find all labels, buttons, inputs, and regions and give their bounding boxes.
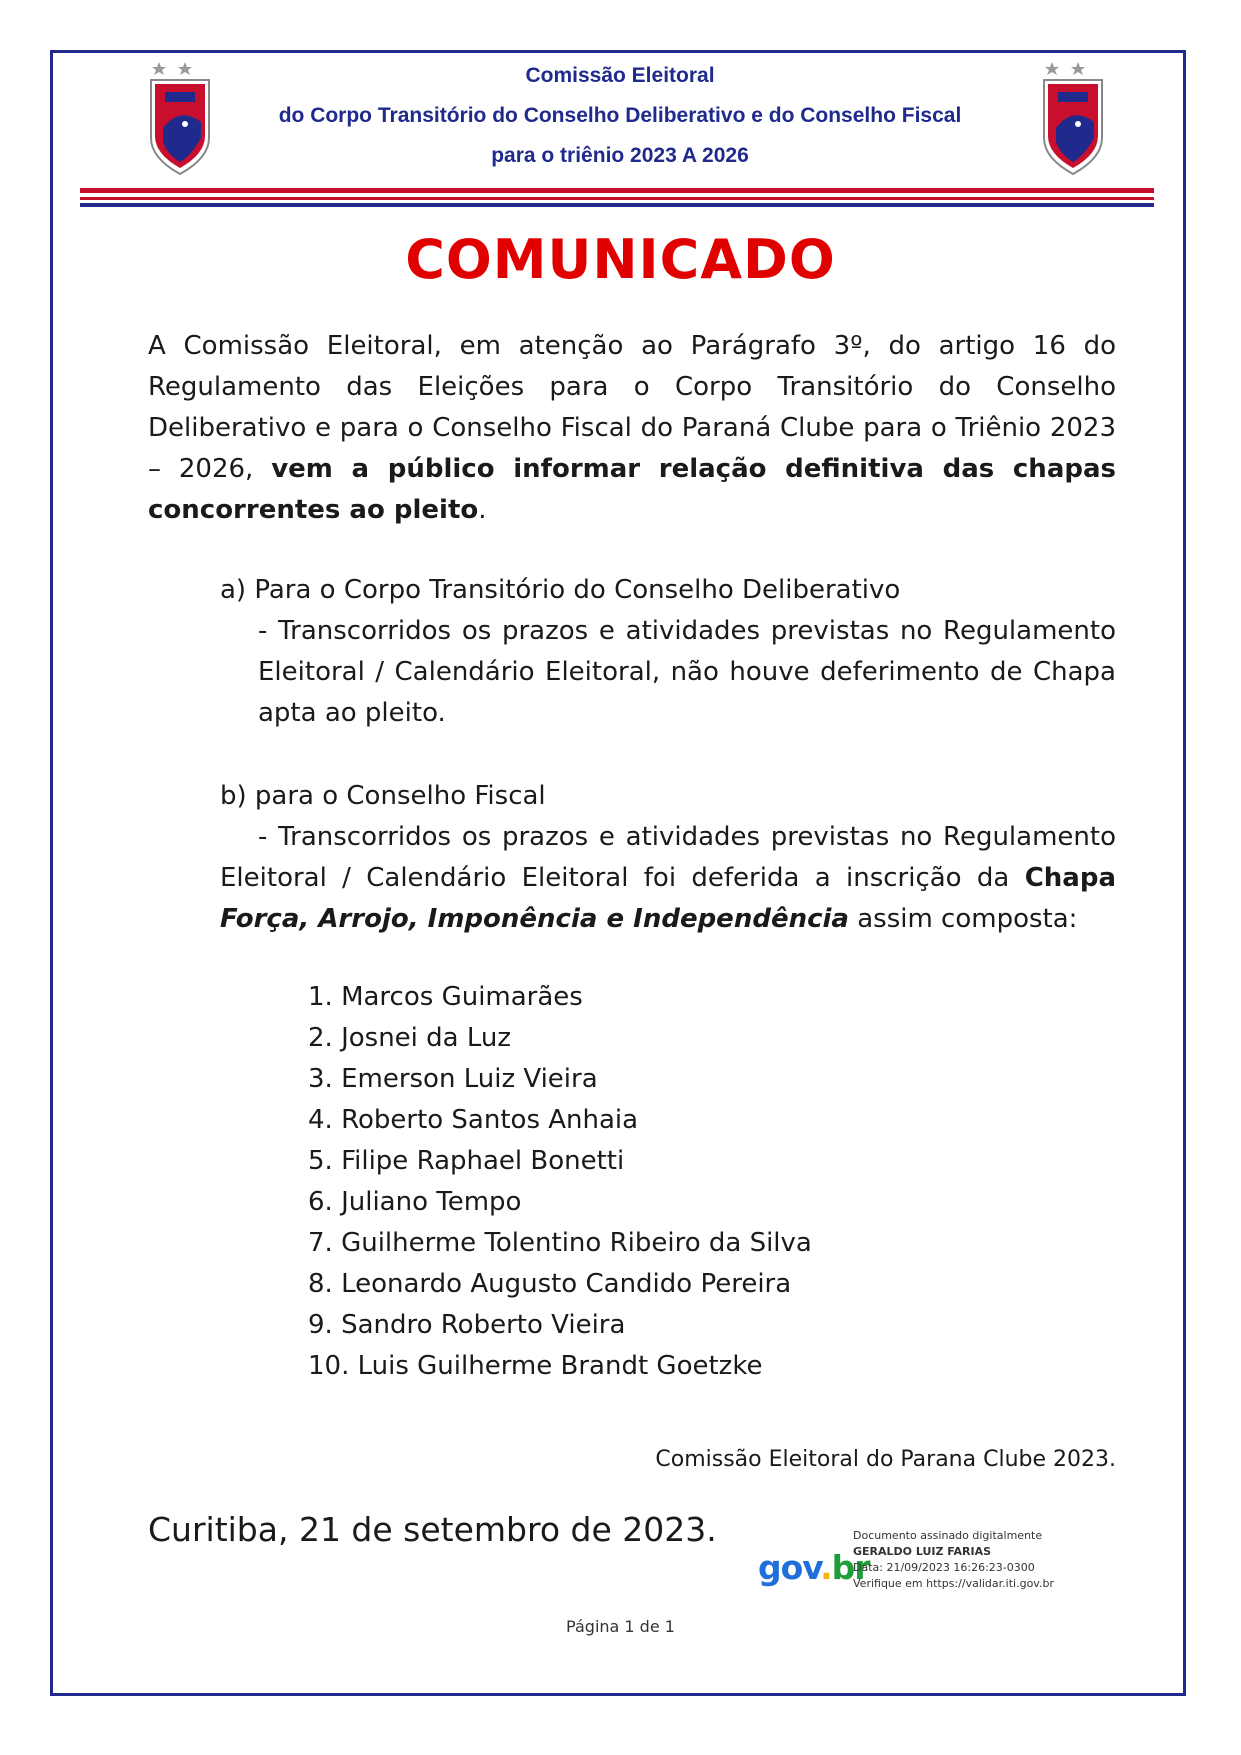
- section-b: [220, 776, 1116, 940]
- list-item: 5. Filipe Raphael Bonetti: [308, 1146, 625, 1176]
- govbr-logo: gov.br: [758, 1548, 870, 1587]
- page-title: COMUNICADO: [405, 228, 836, 291]
- list-item: 3. Emerson Luiz Vieira: [308, 1064, 598, 1094]
- list-item: 10. Luis Guilherme Brandt Goetzke: [308, 1351, 763, 1381]
- intro-paragraph: [148, 326, 1116, 531]
- page-number: Página 1 de 1: [566, 1617, 675, 1636]
- list-item: 9. Sandro Roberto Vieira: [308, 1310, 626, 1340]
- club-crest-right: [1038, 58, 1108, 178]
- signature-details: [853, 1528, 1054, 1592]
- header-line-2: do Corpo Transitório do Conselho Deliberativo e do Conselho Fiscal: [278, 104, 962, 127]
- members-list: [308, 977, 812, 1387]
- header-rule-red-thin: [80, 197, 1154, 200]
- header-text: [230, 58, 1010, 178]
- list-item: 8. Leonardo Augusto Candido Pereira: [308, 1269, 792, 1299]
- intro-text: A Comissão Eleitoral, em atenção ao Parágrafo 3º, do artigo 16 do Regulamento das Eleições para o Corpo Transitório do Conselho Deliberativo e para o Conselho Fiscal do Paraná Clube para o Triênio 2023 – 2026,: [148, 331, 1116, 484]
- section-a-body: - Transcorridos os prazos e atividades previstas no Regulamento Eleitoral / Calendário Eleitoral, não houve deferimento de Chapa apta ao pleito.: [258, 616, 1116, 728]
- place-date: Curitiba, 21 de setembro de 2023.: [148, 1510, 717, 1549]
- signature-verify-link: Verifique em https://validar.iti.gov.br: [853, 1577, 1054, 1590]
- section-a: [220, 570, 1116, 734]
- digital-signature: [758, 1528, 1088, 1608]
- section-b-body-end: assim composta:: [848, 904, 1078, 934]
- header-line-3: para o triênio 2023 A 2026: [491, 144, 749, 167]
- intro-end: .: [478, 495, 487, 525]
- section-b-body: [220, 817, 1116, 940]
- closing-signature-line: Comissão Eleitoral do Parana Clube 2023.: [655, 1447, 1116, 1472]
- chapa-name: Força, Arrojo, Imponência e Independência: [220, 904, 849, 934]
- section-b-heading: b) para o Conselho Fiscal: [220, 781, 546, 811]
- chapa-label: Chapa: [1024, 863, 1116, 893]
- signature-line-1: Documento assinado digitalmente: [853, 1529, 1043, 1542]
- list-item: 2. Josnei da Luz: [308, 1023, 512, 1053]
- list-item: 1. Marcos Guimarães: [308, 982, 583, 1012]
- club-crest-left: [145, 58, 215, 178]
- intro-bold: vem a público informar relação definitiva das chapas concorrentes ao pleito: [148, 454, 1116, 525]
- section-b-body-start: - Transcorridos os prazos e atividades previstas no Regulamento Eleitoral / Calendário Eleitoral foi deferida a inscrição da: [220, 822, 1116, 893]
- header-rule-red: [80, 188, 1154, 193]
- header-rule-navy: [80, 203, 1154, 207]
- section-a-heading: a) Para o Corpo Transitório do Conselho Deliberativo: [220, 575, 901, 605]
- list-item: 7. Guilherme Tolentino Ribeiro da Silva: [308, 1228, 812, 1258]
- header-line-1: Comissão Eleitoral: [525, 64, 715, 87]
- signature-name: GERALDO LUIZ FARIAS: [853, 1545, 992, 1558]
- signature-date: Data: 21/09/2023 16:26:23-0300: [853, 1561, 1035, 1574]
- list-item: 4. Roberto Santos Anhaia: [308, 1105, 639, 1135]
- list-item: 6. Juliano Tempo: [308, 1187, 522, 1217]
